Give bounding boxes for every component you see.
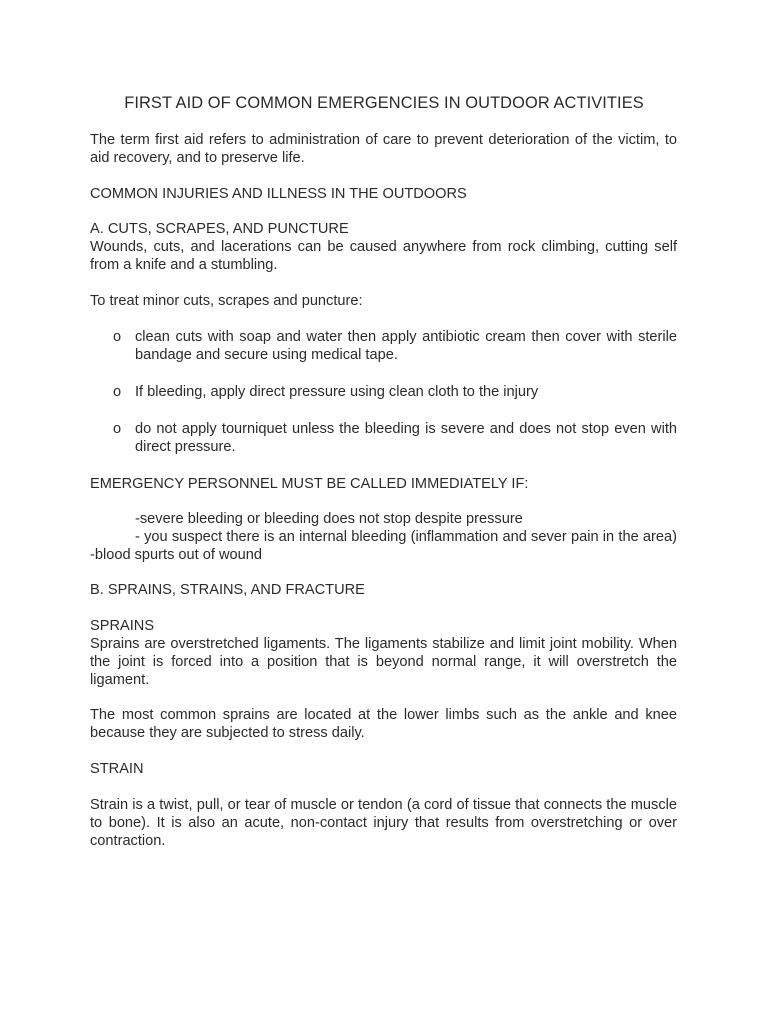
intro-paragraph: The term first aid refers to administration of care to prevent deterioration of the victim, to aid recovery, and to preserve life. bbox=[90, 132, 677, 166]
strain-heading: STRAIN bbox=[90, 761, 144, 777]
emergency-line-2: - you suspect there is an internal bleeding (inflammation and sever pain in the area) -blood spurts out of wound bbox=[90, 529, 677, 563]
bullet-text: If bleeding, apply direct pressure using clean cloth to the injury bbox=[135, 384, 539, 400]
document-title: FIRST AID OF COMMON EMERGENCIES IN OUTDOOR ACTIVITIES bbox=[124, 94, 644, 112]
section-b-heading: B. SPRAINS, STRAINS, AND FRACTURE bbox=[90, 582, 365, 598]
bullet-text: do not apply tourniquet unless the bleeding is severe and does not stop even with direct pressure. bbox=[135, 421, 677, 455]
common-injuries-heading: COMMON INJURIES AND ILLNESS IN THE OUTDOORS bbox=[90, 186, 467, 202]
bullet-marker: o bbox=[113, 329, 122, 345]
treat-intro: To treat minor cuts, scrapes and puncture: bbox=[90, 293, 363, 309]
sprains-heading: SPRAINS bbox=[90, 618, 155, 634]
sprains-body: Sprains are overstretched ligaments. The ligaments stabilize and limit joint mobility. When the joint is forced into a position that is beyond normal range, it will overstretch the ligament. bbox=[90, 636, 677, 688]
sprains-common-paragraph: The most common sprains are located at the lower limbs such as the ankle and knee because they are subjected to stress daily. bbox=[90, 707, 677, 741]
bullet-text: clean cuts with soap and water then apply antibiotic cream then cover with sterile bandage and secure using medical tape. bbox=[135, 329, 677, 363]
emergency-line-1: -severe bleeding or bleeding does not stop despite pressure bbox=[135, 511, 523, 527]
strain-body: Strain is a twist, pull, or tear of muscle or tendon (a cord of tissue that connects the muscle to bone). It is also an acute, non-contact injury that results from overstretching or over contraction. bbox=[90, 797, 677, 849]
bullet-marker: o bbox=[113, 421, 122, 437]
section-a-body: Wounds, cuts, and lacerations can be caused anywhere from rock climbing, cutting self from a knife and a stumbling. bbox=[90, 239, 677, 273]
emergency-heading: EMERGENCY PERSONNEL MUST BE CALLED IMMEDIATELY IF: bbox=[90, 476, 529, 492]
section-a-heading: A. CUTS, SCRAPES, AND PUNCTURE bbox=[90, 221, 349, 237]
bullet-marker: o bbox=[113, 384, 122, 400]
